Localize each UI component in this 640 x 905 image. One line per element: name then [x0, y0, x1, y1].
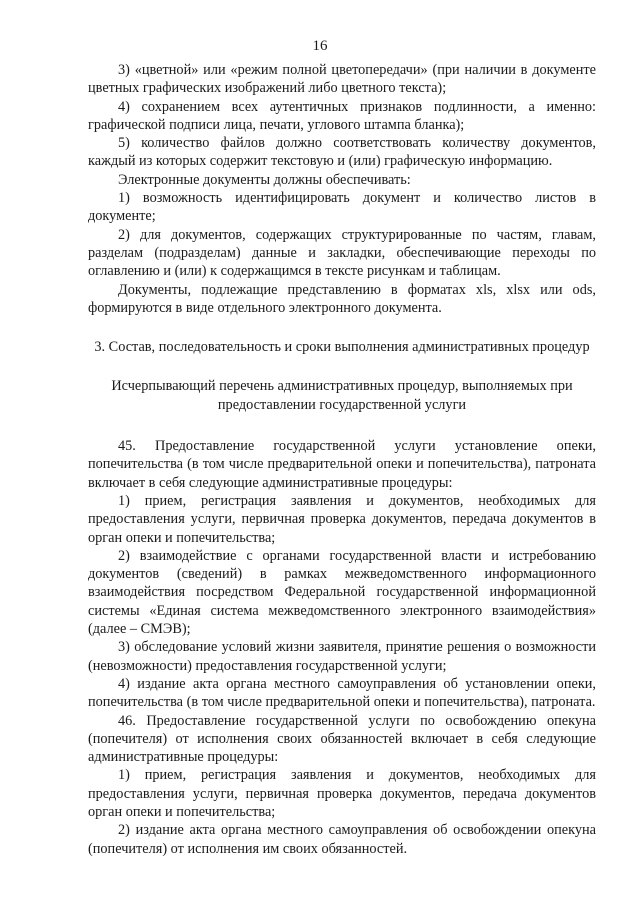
- paragraph: Документы, подлежащие представлению в форматах xls, xlsx или ods, формируются в виде отдельного электронного документа.: [88, 281, 596, 316]
- paragraph: 2) издание акта органа местного самоуправления об освобождении опекуна (попечителя) от исполнения им своих обязанностей.: [88, 822, 596, 857]
- page-content: [88, 61, 596, 858]
- paragraph: 4) издание акта органа местного самоуправления об установлении опеки, попечительства (в том числе предварительной опеки и попечительства), патроната.: [88, 675, 596, 711]
- paragraph: 46. Предоставление государственной услуги по освобождению опекуна (попечителя) от исполнения своих обязанностей включает в себя следующие административные процедуры:: [88, 712, 596, 766]
- paragraph: 1) прием, регистрация заявления и документов, необходимых для предоставления услуги, первичная проверка документов, передача документов в орган опеки и попечительства;: [88, 492, 596, 546]
- page-number: 16: [312, 38, 328, 54]
- paragraph: 5) количество файлов должно соответствовать количеству документов, каждый из которых содержит текстовую и (или) графическую информацию.: [88, 135, 596, 170]
- paragraph: 2) взаимодействие с органами государственной власти и истребованию документов (сведений) в рамках межведомственного информационного взаимодействия посредством Федеральной государственной информационной системы «Единая система межведомственного электронного взаимодействия» (далее – СМЭВ);: [88, 547, 596, 638]
- paragraph: 45. Предоставление государственной услуги установление опеки, попечительства (в том числе предварительной опеки и попечительства), патроната включает в себя следующие административные процедуры:: [88, 438, 596, 491]
- paragraph: 2) для документов, содержащих структурированные по частям, главам, разделам (подразделам) данные и закладки, обеспечивающие переходы по оглавлению и (или) к содержащимся в тексте рисункам и таблицам.: [88, 226, 596, 280]
- subsection-heading: Исчерпывающий перечень административных процедур, выполняемых при предоставлении государственной услуги: [111, 378, 573, 413]
- paragraph: 1) возможность идентифицировать документ и количество листов в документе;: [88, 190, 596, 225]
- paragraph: 1) прием, регистрация заявления и документов, необходимых для предоставления услуги, первичная проверка документов, передача документов орган опеки и попечительства;: [88, 767, 596, 820]
- paragraph: 3) «цветной» или «режим полной цветопередачи» (при наличии в документе цветных графических изображений либо цветного текста);: [88, 62, 596, 97]
- paragraph: 3) обследование условий жизни заявителя, принятие решения о возможности (невозможности) предоставления государственной услуги;: [88, 639, 596, 674]
- paragraph: Электронные документы должны обеспечивать:: [118, 171, 411, 188]
- section-heading: 3. Состав, последовательность и сроки выполнения административных процедур: [94, 339, 590, 356]
- paragraph: 4) сохранением всех аутентичных признаков подлинности, а именно: графической подписи лица, печати, углового штампа бланка);: [88, 98, 596, 133]
